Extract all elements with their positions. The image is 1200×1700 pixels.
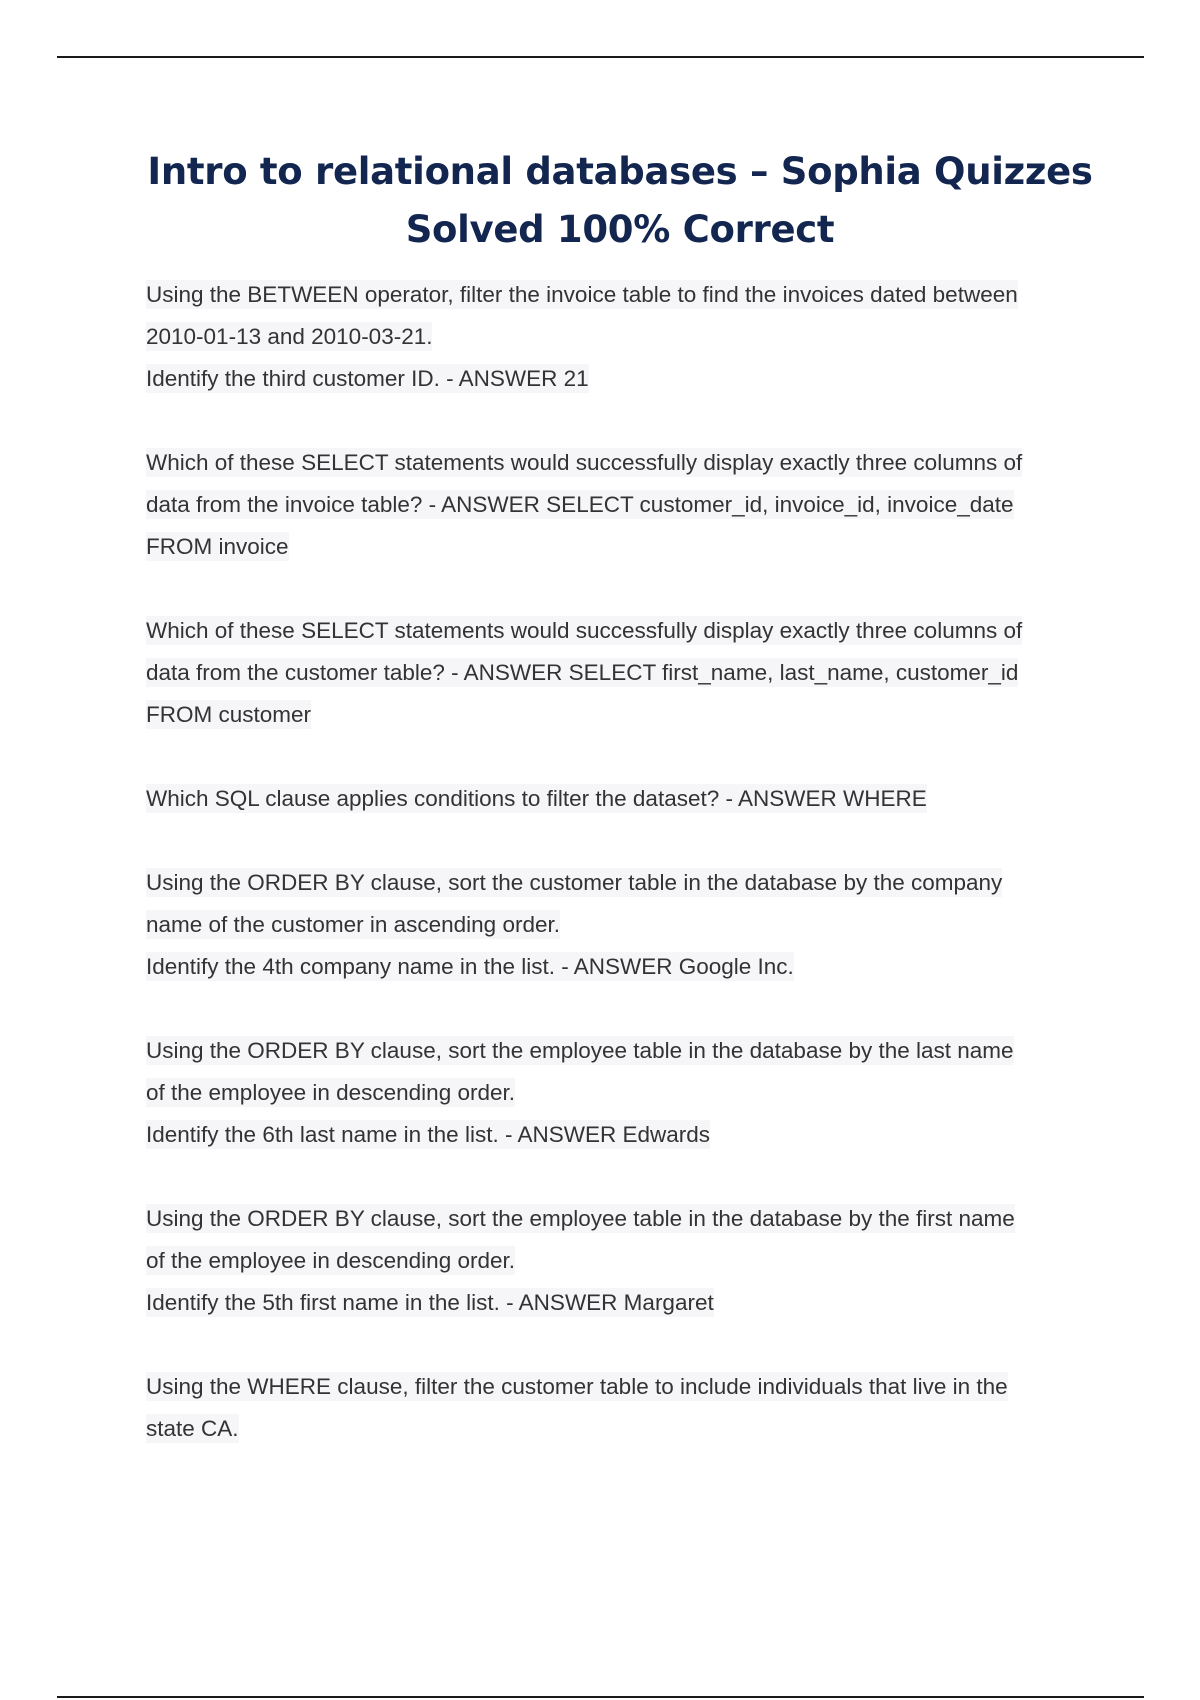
qa-list	[146, 274, 1096, 1492]
top-rule	[57, 56, 1144, 58]
qa-item	[146, 610, 1096, 736]
qa-line: Identify the 6th last name in the list. - ANSWER Edwards	[146, 1122, 710, 1147]
qa-item	[146, 1030, 1096, 1156]
qa-line: Identify the third customer ID. - ANSWER 21	[146, 366, 589, 391]
qa-line: 2010-01-13 and 2010-03-21.	[146, 324, 433, 349]
qa-line: FROM customer	[146, 702, 312, 727]
qa-line: Which of these SELECT statements would successfully display exactly three columns of	[146, 450, 1023, 475]
qa-line: name of the customer in ascending order.	[146, 912, 560, 937]
qa-line: data from the invoice table? - ANSWER SELECT customer_id, invoice_id, invoice_date	[146, 492, 1014, 517]
qa-item	[146, 862, 1096, 988]
qa-line: Identify the 5th first name in the list. - ANSWER Margaret	[146, 1290, 714, 1315]
qa-line: Identify the 4th company name in the list. - ANSWER Google Inc.	[146, 954, 794, 979]
qa-line: Using the ORDER BY clause, sort the employee table in the database by the first name	[146, 1206, 1015, 1231]
qa-line: Using the ORDER BY clause, sort the employee table in the database by the last name	[146, 1038, 1014, 1063]
qa-item	[146, 274, 1096, 400]
qa-line: Using the WHERE clause, filter the customer table to include individuals that live in the	[146, 1374, 1008, 1399]
qa-line: data from the customer table? - ANSWER SELECT first_name, last_name, customer_id	[146, 660, 1019, 685]
qa-item	[146, 778, 1096, 820]
qa-line: Which of these SELECT statements would successfully display exactly three columns of	[146, 618, 1023, 643]
qa-line: FROM invoice	[146, 534, 289, 559]
title-line-2: Solved 100% Correct	[405, 208, 835, 251]
qa-item	[146, 442, 1096, 568]
qa-line: state CA.	[146, 1416, 239, 1441]
qa-line: Using the BETWEEN operator, filter the invoice table to find the invoices dated between	[146, 282, 1018, 307]
bottom-rule	[57, 1696, 1144, 1698]
qa-line: of the employee in descending order.	[146, 1248, 515, 1273]
qa-item	[146, 1198, 1096, 1324]
qa-line: of the employee in descending order.	[146, 1080, 515, 1105]
title-line-1: Intro to relational databases – Sophia Quizzes	[147, 150, 1093, 193]
qa-line: Which SQL clause applies conditions to filter the dataset? - ANSWER WHERE	[146, 786, 927, 811]
qa-line: Using the ORDER BY clause, sort the customer table in the database by the company	[146, 870, 1003, 895]
document-title	[130, 143, 1110, 259]
qa-item	[146, 1366, 1096, 1450]
